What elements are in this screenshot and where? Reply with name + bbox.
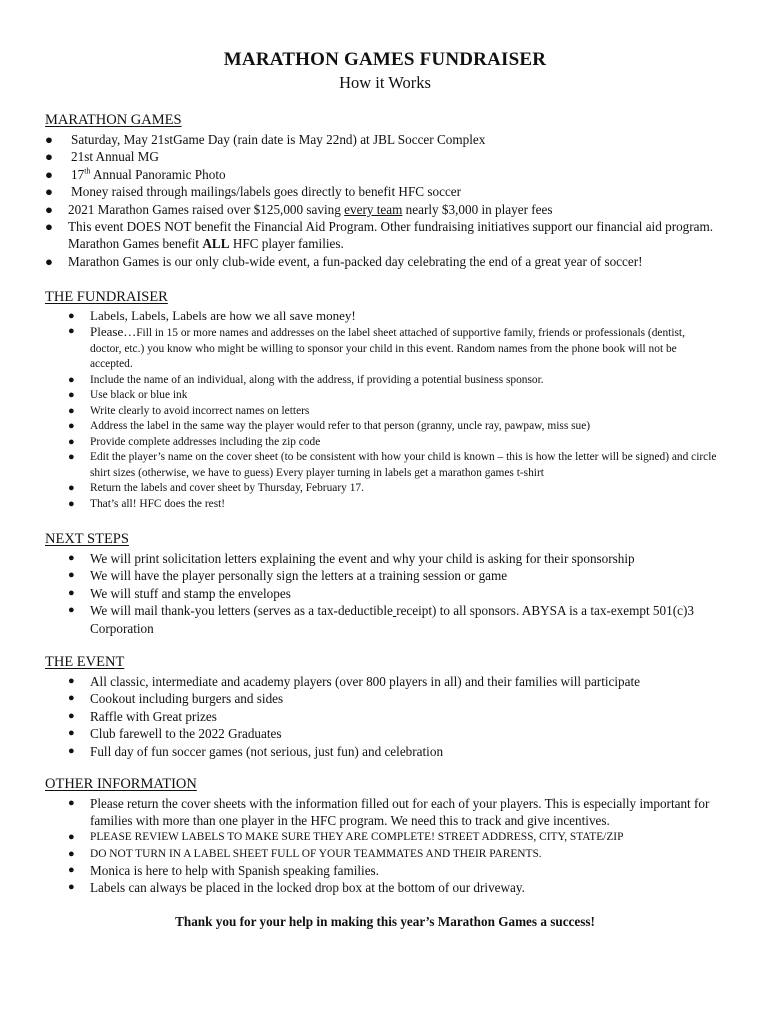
item-text: PLEASE REVIEW LABELS TO MAKE SURE THEY ARE COMPLETE! STREET ADDRESS, CITY, STATE/ZIP <box>90 831 624 844</box>
list-item <box>67 550 717 567</box>
bullet-icon: ● <box>45 149 53 165</box>
list-item <box>45 218 715 253</box>
bullet-icon: ● <box>68 404 75 417</box>
list-item <box>67 450 717 481</box>
item-text: This event DOES NOT benefit the Financial Aid Program. Other fundraising initiatives support our financial aid program. Marathon Games benefit <box>68 219 714 252</box>
bullet-icon: ● <box>68 692 75 705</box>
item-text: That’s all! HFC does the rest! <box>90 498 226 511</box>
bullet-icon: ● <box>68 389 75 402</box>
item-text: We will print solicitation letters explaining the event and why your child is asking for their sponsorship <box>90 551 635 566</box>
list-item <box>67 324 717 373</box>
item-text: Address the label in the same way the player would refer to that person (granny, uncle ray, pawpaw, miss sue) <box>90 420 591 433</box>
bullet-icon: ● <box>68 451 75 464</box>
item-text: HFC player families. <box>229 236 344 252</box>
list-item <box>67 481 717 497</box>
item-text: Annual Panoramic Photo <box>90 166 226 182</box>
item-text: Raffle with Great prizes <box>90 708 217 724</box>
section-heading-marathon-games: MARATHON GAMES <box>45 112 182 128</box>
list-item <box>67 497 717 513</box>
list-item <box>67 585 717 602</box>
bullet-icon: ● <box>68 831 75 844</box>
item-text: Cookout including burgers and sides <box>90 691 284 707</box>
closing-message: Thank you for your help in making this year’s Marathon Games a success! <box>175 914 595 929</box>
list-item <box>67 725 717 742</box>
bullet-icon: ● <box>68 552 75 564</box>
bullet-icon: ● <box>45 201 53 217</box>
item-text: Please return the cover sheets with the information filled out for each of your players. This is especially important for families with more than one player in the HFC program. We need this to track and give incentives. <box>90 796 710 829</box>
item-lead-text: Please… <box>90 324 137 339</box>
section-heading-the-event: THE EVENT <box>45 654 125 670</box>
bullet-icon: ● <box>68 435 75 448</box>
item-text: Include the name of an individual, along with the address, if providing a potential business sponsor. <box>90 373 544 386</box>
item-text: 21st Annual MG <box>71 149 159 165</box>
underlined-text: every team <box>344 201 403 217</box>
list-item <box>67 846 727 862</box>
section-heading-fundraiser: THE FUNDRAISER <box>45 289 168 305</box>
bullet-icon: ● <box>68 709 75 722</box>
the-event-list <box>67 673 717 760</box>
list-item <box>67 567 717 584</box>
item-text: We will have the player personally sign the letters at a training session or game <box>90 568 508 584</box>
list-item <box>67 708 717 725</box>
item-text: Fill in 15 or more names and addresses on the label sheet attached of supportive family, friends or professionals (dentist, doctor, etc.) you know who might be willing to sponsor your child in this event. Random names from the phone book will not be accepted. <box>90 327 685 371</box>
list-item <box>67 795 727 829</box>
bullet-icon: ● <box>45 184 53 200</box>
page-subtitle: How it Works <box>339 73 431 92</box>
bullet-icon: ● <box>68 373 75 386</box>
list-item <box>67 829 727 845</box>
list-item <box>67 879 727 896</box>
bullet-icon: ● <box>68 569 75 582</box>
list-item <box>67 673 717 690</box>
item-text: 2021 Marathon Games raised over $125,000 saving <box>68 201 345 217</box>
section-heading-other-information: OTHER INFORMATION <box>45 776 197 792</box>
bullet-icon: ● <box>68 847 75 860</box>
bullet-icon: ● <box>68 797 75 809</box>
list-item <box>67 419 717 435</box>
item-text: We will stuff and stamp the envelopes <box>90 585 291 601</box>
item-text: We will mail thank-you letters (serves as a tax-deductible <box>90 603 393 619</box>
list-item <box>67 862 727 879</box>
item-text: Write clearly to avoid incorrect names on letters <box>90 404 310 417</box>
list-item <box>67 602 717 637</box>
bullet-icon: ● <box>68 586 75 599</box>
bullet-icon: ● <box>68 675 75 687</box>
item-text: Labels, Labels, Labels are how we all save money! <box>90 308 356 323</box>
bullet-icon: ● <box>68 881 75 894</box>
item-text: Money raised through mailings/labels goes directly to benefit HFC soccer <box>71 184 462 200</box>
item-text: Full day of fun soccer games (not serious, just fun) and celebration <box>90 743 444 759</box>
item-text: Marathon Games is our only club-wide event, a fun-packed day celebrating the end of a great year of soccer! <box>68 253 643 269</box>
bullet-icon: ● <box>68 604 75 617</box>
list-item <box>67 373 717 389</box>
marathon-games-list <box>45 131 715 270</box>
list-item <box>67 743 717 760</box>
list-item <box>67 308 717 324</box>
item-text: receipt) to all sponsors. ABYSA is a tax-exempt 501(c)3 Corporation <box>90 603 694 636</box>
ordinal-suffix: th <box>84 166 91 176</box>
bullet-icon: ● <box>45 253 53 269</box>
page-title: MARATHON GAMES FUNDRAISER <box>223 49 547 70</box>
bullet-icon: ● <box>68 482 75 495</box>
list-item <box>67 435 717 451</box>
list-item <box>67 388 717 404</box>
list-item <box>45 253 715 270</box>
bullet-icon: ● <box>68 420 75 433</box>
list-item <box>45 166 715 183</box>
bullet-icon: ● <box>68 864 75 876</box>
list-item <box>67 404 717 420</box>
item-text: Return the labels and cover sheet by Thursday, February 17. <box>90 482 364 495</box>
bullet-icon: ● <box>45 166 53 182</box>
item-text: All classic, intermediate and academy players (over 800 players in all) and their families will participate <box>90 674 641 689</box>
item-text: Club farewell to the 2022 Graduates <box>90 726 282 742</box>
next-steps-list <box>67 550 717 637</box>
bullet-icon: ● <box>68 727 75 740</box>
list-item <box>45 148 715 165</box>
list-item <box>45 183 715 200</box>
bold-text: ALL <box>202 236 230 252</box>
bullet-icon: ● <box>45 219 53 235</box>
list-item <box>67 690 717 707</box>
fundraiser-list <box>67 308 717 513</box>
item-text: Provide complete addresses including the zip code <box>90 435 321 448</box>
list-item <box>45 131 715 148</box>
item-text: Monica is here to help with Spanish speaking families. <box>90 863 379 878</box>
bullet-icon: ● <box>45 132 53 147</box>
other-information-list <box>67 795 727 896</box>
section-heading-next-steps: NEXT STEPS <box>45 531 129 547</box>
item-text: Labels can always be placed in the locked drop box at the bottom of our driveway. <box>90 880 525 896</box>
item-text: 17 <box>71 166 85 182</box>
item-text: Saturday, May 21stGame Day (rain date is May 22nd) at JBL Soccer Complex <box>71 132 486 147</box>
item-text: nearly $3,000 in player fees <box>402 201 553 217</box>
bullet-icon: ● <box>68 744 75 757</box>
item-text: DO NOT TURN IN A LABEL SHEET FULL OF YOUR TEAMMATES AND THEIR PARENTS. <box>90 847 542 860</box>
bullet-icon: ● <box>68 310 75 322</box>
bullet-icon: ● <box>68 498 75 511</box>
list-item <box>45 201 715 218</box>
item-text: Edit the player’s name on the cover sheet (to be consistent with how your child is known – this is how the letter will be signed) and circle shirt sizes (otherwise, we have to guess) Every player turning in labels get a marathon games t-shirt <box>90 451 717 479</box>
bullet-icon: ● <box>68 325 75 337</box>
item-text: Use black or blue ink <box>90 389 188 402</box>
